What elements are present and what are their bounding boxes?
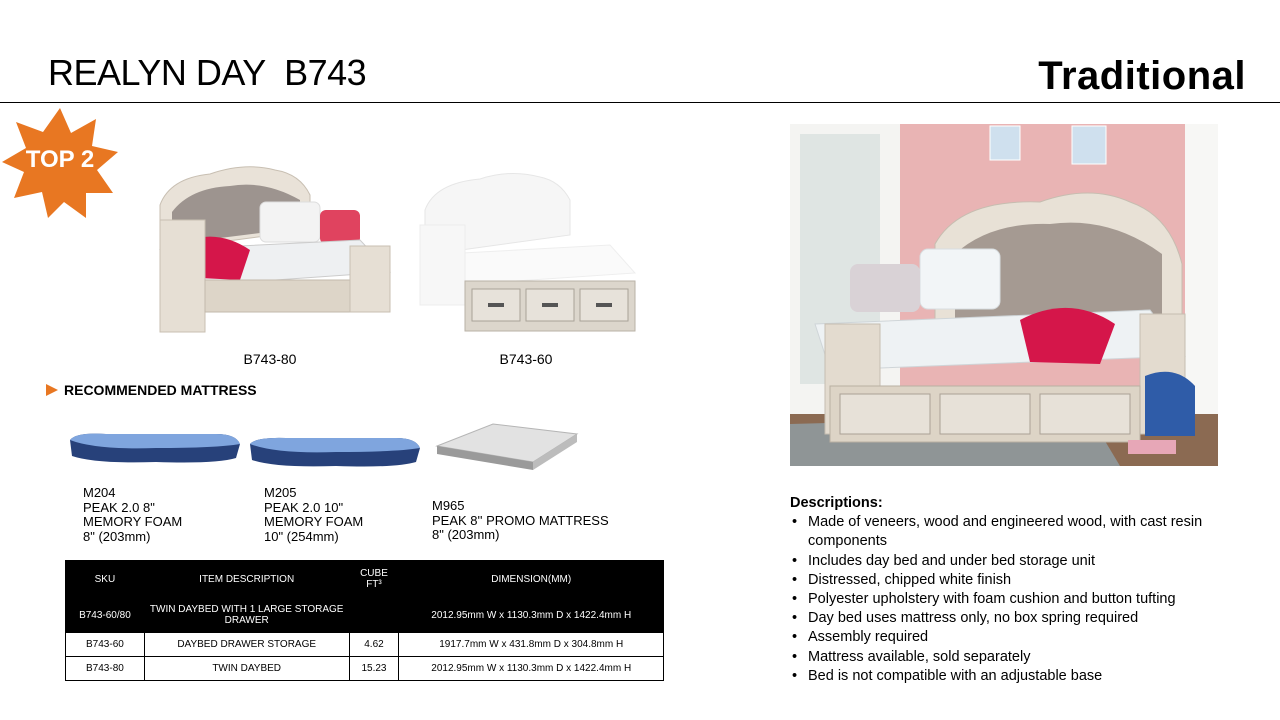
list-item: • Includes day bed and under bed storage unit [808,552,1250,571]
room-scene-photo [790,124,1218,466]
table-header-row [66,561,664,598]
daybed-b743-60-image [410,165,645,335]
style-label: Traditional [1038,54,1246,98]
mattress-m204-image [66,428,244,468]
list-item: • Distressed, chipped white finish [808,571,1250,590]
mattress-m204-text: M204 PEAK 2.0 8" MEMORY FOAM 8" (203mm) [83,485,183,544]
cell-sku: B743-60 [66,633,145,657]
list-item: • Polyester upholstery with foam cushion and button tufting [808,590,1250,609]
cell-sku: B743-60/80 [66,598,145,633]
mattress-m205-text: M205 PEAK 2.0 10" MEMORY FOAM 10" (254mm) [264,485,364,544]
cell-description: TWIN DAYBED [144,657,349,681]
recommended-mattress-heading [46,382,257,398]
daybed-b743-80-image [150,160,395,340]
cell-cube: 4.62 [349,633,399,657]
cell-cube [349,598,399,633]
page-title: REALYN DAY B743 [48,52,367,93]
list-item: • Bed is not compatible with an adjustable base [808,667,1250,686]
descriptions-list [790,513,1250,686]
descriptions-section [790,494,1250,686]
mattress-m965-text: M965 PEAK 8'' PROMO MATTRESS 8" (203mm) [432,498,609,542]
list-item: • Assembly required [808,628,1250,647]
col-header-sku: SKU [66,561,145,598]
cell-sku: B743-80 [66,657,145,681]
cell-dimension: 2012.95mm W x 1130.3mm D x 1422.4mm H [399,657,664,681]
cell-cube: 15.23 [349,657,399,681]
col-header-dimension: DIMENSION(MM) [399,561,664,598]
spec-table [65,560,664,681]
cell-description: TWIN DAYBED WITH 1 LARGE STORAGE DRAWER [144,598,349,633]
cell-description: DAYBED DRAWER STORAGE [144,633,349,657]
table-row [66,598,664,633]
top-badge-label: TOP 2 [25,146,95,173]
header-divider [0,102,1280,103]
list-item: • Day bed uses mattress only, no box spring required [808,609,1250,628]
recommended-mattress-label: RECOMMENDED MATTRESS [64,382,257,398]
product-sku-label: B743-60 [499,351,553,367]
mattress-m205-image [246,434,424,470]
cell-dimension: 1917.7mm W x 431.8mm D x 304.8mm H [399,633,664,657]
col-header-description: ITEM DESCRIPTION [144,561,349,598]
table-row [66,657,664,681]
list-item: • Mattress available, sold separately [808,648,1250,667]
table-row [66,633,664,657]
descriptions-heading: Descriptions: [790,495,883,511]
list-item: • Made of veneers, wood and engineered wood, with cast resin components [808,513,1250,551]
col-header-cube: CUBE FT³ [349,561,399,598]
orange-arrow-icon [46,384,58,396]
mattress-m965-image [433,422,581,472]
cell-dimension: 2012.95mm W x 1130.3mm D x 1422.4mm H [399,598,664,633]
product-sku-label: B743-80 [243,351,297,367]
